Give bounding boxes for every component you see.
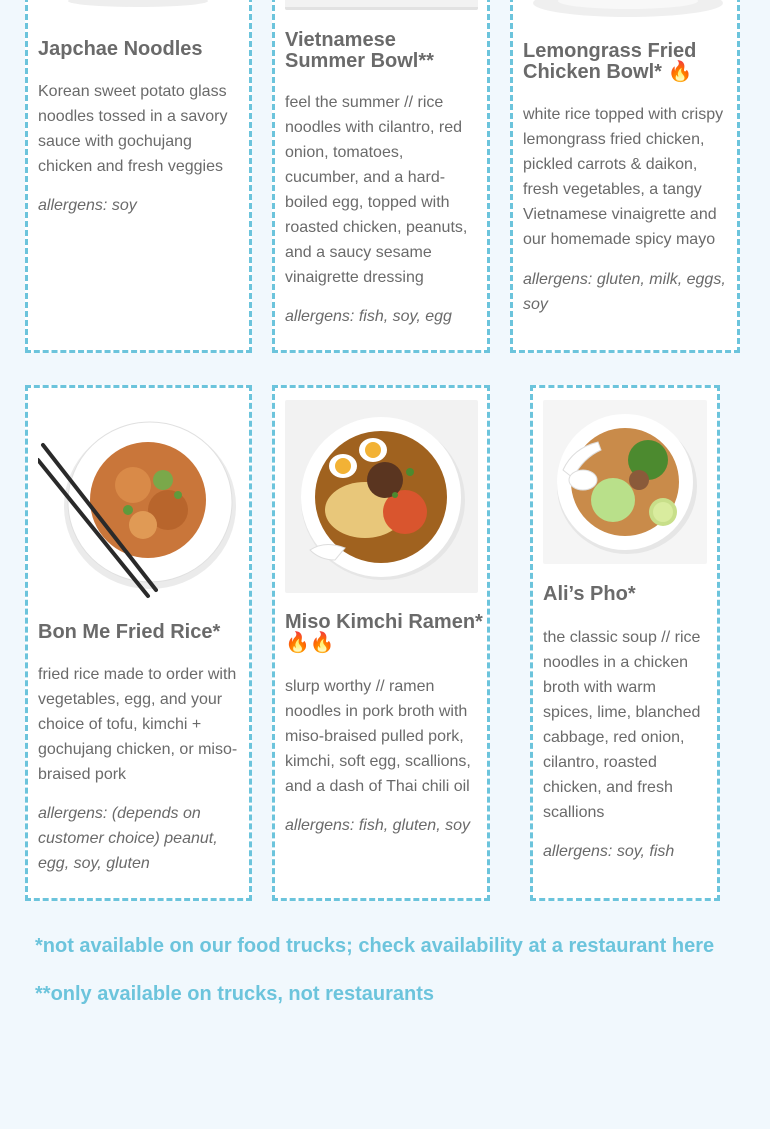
menu-card-miso-kimchi-ramen [272, 385, 490, 901]
menu-item-title: Japchae Noodles [38, 38, 203, 60]
menu-item-description: feel the summer // rice noodles with cilantro, red onion, tomatoes, cucumber, and a hard-boiled egg, topped with roasted chicken, peanuts, and a saucy sesame vinaigrette dressing [285, 94, 468, 286]
fire-icon: 🔥 [667, 61, 693, 83]
dish-photo-summer-bowl [285, 0, 478, 10]
menu-card-vietnamese-summer-bowl [272, 0, 490, 353]
menu-item-title [285, 612, 485, 654]
menu-item-allergens: allergens: soy [38, 197, 137, 214]
menu-card-alis-pho [530, 385, 720, 901]
menu-item-title-text: Miso Kimchi Ramen* [285, 611, 483, 633]
footnote-trucks-only: **only available on trucks, not restaurants [35, 983, 435, 1005]
menu-card-japchae [25, 0, 252, 353]
fire-icon: 🔥 [285, 632, 310, 654]
menu-item-allergens: allergens: gluten, milk, eggs, soy [523, 271, 726, 313]
menu-item-allergens: allergens: fish, gluten, soy [285, 817, 470, 834]
menu-card-bon-me-fried-rice [25, 385, 252, 901]
menu-item-title: Ali’s Pho* [543, 583, 636, 605]
dish-photo-pho [543, 400, 707, 564]
menu-item-title: Bon Me Fried Rice* [38, 621, 221, 643]
dish-photo-lemongrass-chicken [523, 0, 728, 23]
menu-item-description: the classic soup // rice noodles in a chicken broth with warm spices, lime, blanched cabbage, red onion, cilantro, roasted chicken, and fresh scallions [543, 629, 701, 821]
dish-photo-ramen [285, 400, 478, 593]
fire-icon: 🔥 [309, 632, 335, 654]
dish-photo-japchae [38, 0, 238, 9]
menu-item-title [523, 41, 733, 83]
menu-item-description: white rice topped with crispy lemongrass fried chicken, pickled carrots & daikon, fresh vegetables, a tangy Vietnamese vinaigrette and our homemade spicy mayo [523, 106, 724, 248]
menu-item-title: Vietnamese Summer Bowl** [285, 29, 434, 72]
menu-item-allergens: allergens: (depends on customer choice) peanut, egg, soy, gluten [38, 805, 218, 872]
menu-card-lemongrass-chicken [510, 0, 740, 353]
menu-item-allergens: allergens: soy, fish [543, 843, 675, 860]
menu-item-description: slurp worthy // ramen noodles in pork broth with miso-braised pulled pork, kimchi, soft egg, scallions, and a dash of Thai chili oil [285, 678, 471, 795]
footnote-not-on-trucks[interactable]: *not available on our food trucks; check availability at a restaurant here [35, 935, 715, 957]
dish-photo-fried-rice [38, 400, 239, 601]
menu-item-description: fried rice made to order with vegetables, egg, and your choice of tofu, kimchi + gochujang chicken, or miso-braised pork [38, 666, 238, 783]
menu-item-description: Korean sweet potato glass noodles tossed in a savory sauce with gochujang chicken and fresh veggies [38, 83, 228, 175]
menu-item-allergens: allergens: fish, soy, egg [285, 308, 452, 325]
menu-item-title-text: Lemongrass Fried Chicken Bowl* [523, 40, 697, 83]
